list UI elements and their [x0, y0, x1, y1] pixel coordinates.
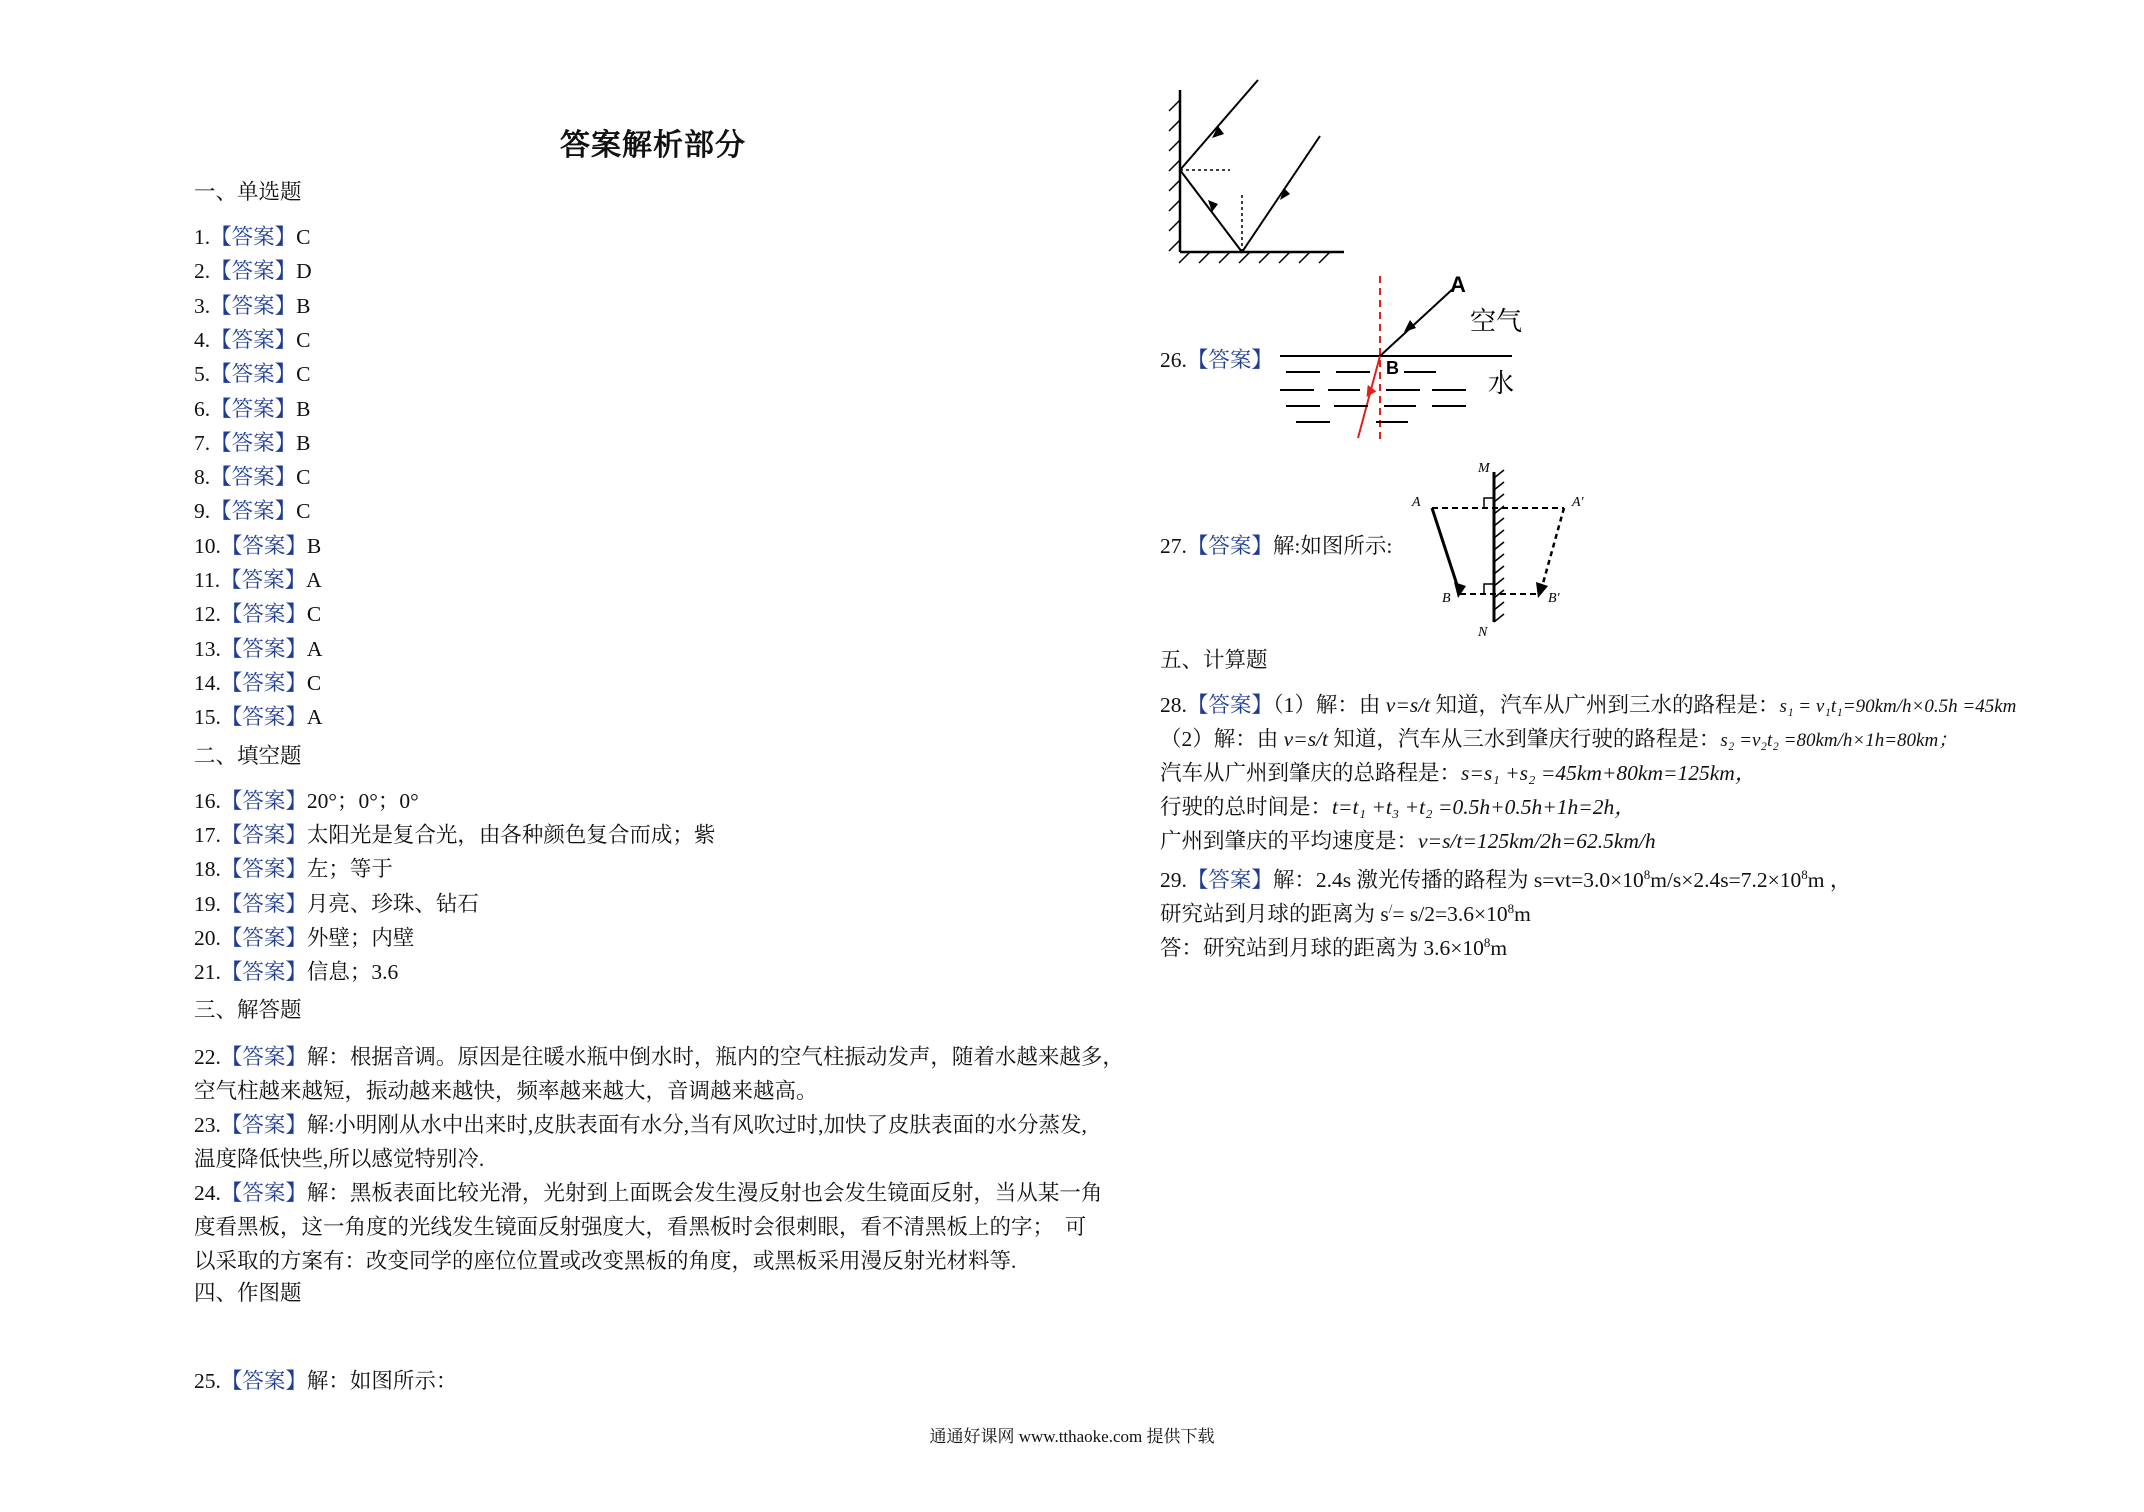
- single-choice-answer: [194, 291, 310, 321]
- answer-number: 5.: [194, 362, 211, 387]
- answer-label: 【答案】: [210, 225, 297, 249]
- answer-text: 度看黑板，这一角度的光线发生镜面反射强度大，看黑板时会很刺眼，看不清黑板上的字； 可: [194, 1215, 1087, 1239]
- answer-text: （2）解：由: [1160, 727, 1284, 751]
- answer-number: 16.: [194, 789, 221, 813]
- single-choice-answer: [194, 702, 322, 732]
- answer-number: 7.: [194, 430, 211, 455]
- answer-text: m: [1514, 902, 1531, 927]
- answer-text: 行驶的总时间是：: [1160, 795, 1333, 819]
- answer-number: 4.: [194, 327, 211, 352]
- answer-25: [194, 1366, 457, 1396]
- answer-number: 23.: [194, 1113, 221, 1137]
- answer-label: 【答案】: [220, 960, 307, 984]
- answer-number: 22.: [194, 1045, 221, 1069]
- answer-26: [1160, 345, 1273, 375]
- answer-number: 1.: [194, 225, 211, 249]
- answer-number: 11.: [194, 568, 221, 592]
- answer-number: 28.: [1160, 693, 1187, 717]
- answer-label: 【答案】: [220, 857, 307, 882]
- exponent: 8: [1643, 867, 1651, 882]
- answer-value: C: [296, 327, 311, 352]
- answer-label: 【答案】: [210, 465, 297, 490]
- fill-blank-answer: [194, 786, 419, 816]
- prime-mark: /: [1388, 901, 1393, 916]
- answer-number: 10.: [194, 533, 221, 558]
- answer-29-line-1: [1160, 860, 1851, 895]
- single-choice-answer: [194, 668, 321, 698]
- answer-value: C: [296, 499, 311, 524]
- answer-label: 【答案】: [1186, 868, 1273, 893]
- answer-number: 26.: [1160, 348, 1187, 372]
- answer-number: 27.: [1160, 534, 1187, 558]
- answer-number: 9.: [194, 499, 211, 524]
- answer-value: B: [306, 533, 322, 558]
- answer-24: [194, 1176, 1124, 1278]
- single-choice-answer: [194, 394, 310, 424]
- answer-label: 【答案】: [220, 670, 307, 695]
- fill-blank-answer: [194, 889, 479, 919]
- label-water: 水: [1488, 369, 1515, 399]
- answer-text: 知道，汽车从广州到三水的路程是：: [1430, 693, 1780, 717]
- formula: s=s₁ +s₂ =45km+80km=125km，: [1461, 761, 1757, 785]
- answer-text: = s/2=3.6×10: [1392, 902, 1508, 927]
- label-air: 空气: [1470, 307, 1523, 337]
- single-choice-answer: [194, 222, 310, 252]
- single-choice-answer: [194, 359, 310, 389]
- page-footer: 通通好课网 www.tthaoke.com 提供下载: [929, 1427, 1215, 1446]
- answer-number: 13.: [194, 636, 221, 661]
- answer-value: D: [296, 259, 312, 284]
- formula: v=s/t=125km/2h=62.5km/h: [1418, 829, 1656, 853]
- formula: v=s/t: [1283, 727, 1329, 751]
- answer-text: 解:小明刚从水中出来时,皮肤表面有水分,当有风吹过时,加快了皮肤表面的水分蒸发,: [306, 1113, 1087, 1137]
- answer-label: 【答案】: [220, 533, 307, 558]
- answer-label: 【答案】: [1186, 348, 1273, 372]
- single-choice-answer: [194, 565, 322, 595]
- single-choice-answer: [194, 428, 310, 458]
- single-choice-answer: [194, 531, 321, 561]
- answer-value: 月亮、珍珠、钻石: [306, 891, 479, 916]
- answer-number: 25.: [194, 1369, 221, 1393]
- answer-label: 【答案】: [220, 705, 307, 730]
- formula: v=s/t: [1385, 693, 1431, 717]
- answer-text: 解：黑板表面比较光滑，光射到上面既会发生漫反射也会发生镜面反射，当从某一角: [306, 1181, 1103, 1205]
- answer-number: 15.: [194, 705, 221, 730]
- label-B: B: [1386, 358, 1399, 378]
- answer-label: 【答案】: [220, 823, 307, 848]
- answer-text: 温度降低快些,所以感觉特别冷.: [194, 1147, 485, 1171]
- answer-label: 【答案】: [220, 789, 307, 813]
- answer-text: 汽车从广州到肇庆的总路程是：: [1160, 761, 1462, 785]
- label-B: B: [1442, 591, 1451, 606]
- answer-value: C: [296, 465, 311, 490]
- answer-number: 17.: [194, 823, 221, 848]
- answer-value: C: [306, 670, 322, 695]
- answer-label: 【答案】: [210, 430, 297, 455]
- answer-number: 6.: [194, 396, 211, 421]
- answer-number: 12.: [194, 602, 221, 627]
- single-choice-answer: [194, 256, 312, 286]
- answer-number: 8.: [194, 465, 211, 490]
- answer-value: A: [306, 705, 323, 730]
- answer-value: 外壁；内壁: [306, 925, 415, 950]
- answer-label: 【答案】: [1186, 693, 1273, 717]
- answer-label: 【答案】: [220, 636, 307, 661]
- single-choice-answer: [194, 634, 322, 664]
- answer-28-line-5: [1160, 826, 1656, 856]
- answer-text: m/s×2.4s=7.2×10: [1650, 868, 1802, 893]
- answer-label: 【答案】: [210, 499, 297, 524]
- answer-text: 解:如图所示:: [1272, 534, 1393, 558]
- answer-label: 【答案】: [210, 293, 297, 318]
- answer-label: 【答案】: [220, 1181, 307, 1205]
- answer-27: [1160, 531, 1392, 561]
- answer-number: 3.: [194, 293, 211, 318]
- exponent: 8: [1507, 901, 1515, 916]
- section-fill-blank: 二、填空题: [194, 744, 302, 768]
- answer-label: 【答案】: [220, 568, 307, 592]
- answer-label: 【答案】: [220, 891, 307, 916]
- answer-value: 太阳光是复合光，由各种颜色复合而成；紫: [306, 823, 716, 848]
- answer-number: 18.: [194, 857, 221, 882]
- answer-label: 【答案】: [210, 327, 297, 352]
- answer-value: 20°；0°；0°: [306, 789, 419, 813]
- answer-value: B: [296, 430, 311, 455]
- exponent: 8: [1801, 867, 1808, 882]
- answer-label: 【答案】: [210, 362, 297, 387]
- answer-text: 解：2.4s 激光传播的路程为 s=vt=3.0×10: [1272, 868, 1644, 893]
- answer-number: 19.: [194, 891, 221, 916]
- answer-number: 14.: [194, 670, 221, 695]
- answer-29-line-2: [1160, 894, 1531, 929]
- fill-blank-answer: [194, 820, 715, 850]
- answer-text: （1）解：由: [1272, 693, 1386, 717]
- answer-value: C: [296, 225, 311, 249]
- answer-label: 【答案】: [220, 1113, 307, 1137]
- refraction-figure-26: [1276, 272, 1526, 444]
- label-A-prime: A': [1572, 495, 1584, 510]
- answer-22: [194, 1040, 1124, 1108]
- formula: s₁ = v₁t₁=90km/h×0.5h =45km: [1779, 696, 2017, 717]
- single-choice-answer: [194, 599, 321, 629]
- answer-number: 21.: [194, 960, 221, 984]
- answer-label: 【答案】: [220, 1369, 307, 1393]
- answer-number: 29.: [1160, 868, 1187, 893]
- single-choice-answer: [194, 462, 310, 492]
- answer-text: m ，: [1807, 868, 1852, 893]
- answer-number: 24.: [194, 1181, 221, 1205]
- answer-number: 2.: [194, 259, 211, 284]
- answer-text: 研究站到月球的距离为 s: [1160, 902, 1389, 927]
- answer-text: 空气柱越来越短，振动越来越快，频率越来越大，音调越来越高。: [194, 1079, 818, 1103]
- answer-text: 广州到肇庆的平均速度是：: [1160, 829, 1419, 853]
- reflection-figure-25: [1160, 74, 1350, 270]
- answer-label: 【答案】: [220, 602, 307, 627]
- answer-value: B: [296, 293, 311, 318]
- answer-29-line-3: [1160, 928, 1507, 963]
- single-choice-answer: [194, 325, 310, 355]
- answer-label: 【答案】: [220, 1045, 307, 1069]
- fill-blank-answer: [194, 957, 398, 987]
- answer-value: B: [296, 396, 311, 421]
- label-A: A: [1450, 272, 1466, 297]
- section-draw: 四、作图题: [194, 1281, 302, 1305]
- formula: t=t₁ +t₃ +t₂ =0.5h+0.5h+1h=2h，: [1332, 795, 1636, 819]
- label-A: A: [1412, 495, 1421, 510]
- answer-text: 知道，汽车从三水到肇庆行驶的路程是：: [1328, 727, 1721, 751]
- answer-text: 解：根据音调。原因是往暖水瓶中倒水时，瓶内的空气柱振动发声，随着水越来越多，: [306, 1045, 1124, 1069]
- fill-blank-answer: [194, 854, 393, 884]
- answer-28-line-2: [1160, 724, 1957, 756]
- label-B-prime: B': [1548, 591, 1560, 606]
- answer-23: [194, 1108, 1124, 1176]
- answer-value: C: [296, 362, 311, 387]
- fill-blank-answer: [194, 923, 414, 953]
- answer-value: A: [306, 568, 322, 592]
- plane-mirror-figure-27: [1398, 454, 1624, 638]
- answer-text: 以采取的方案有：改变同学的座位位置或改变黑板的角度，或黑板采用漫反射光材料等.: [194, 1249, 1017, 1273]
- label-M: M: [1478, 461, 1490, 476]
- answer-text: 解：如图所示：: [306, 1369, 458, 1393]
- answer-28-line-4: [1160, 792, 1636, 822]
- page-title: 答案解析部分: [560, 129, 746, 162]
- answer-value: C: [306, 602, 322, 627]
- answer-label: 【答案】: [210, 396, 297, 421]
- answer-label: 【答案】: [210, 259, 297, 284]
- answer-value: 信息；3.6: [306, 960, 399, 984]
- section-calc: 五、计算题: [1160, 648, 1268, 672]
- formula: s₂ =v₂t₂ =80km/h×1h=80km；: [1720, 730, 1958, 751]
- answer-28-line-1: [1160, 690, 2016, 722]
- answer-text: 答：研究站到月球的距离为 3.6×10: [1160, 936, 1484, 961]
- answer-label: 【答案】: [220, 925, 307, 950]
- answer-text: m: [1490, 936, 1508, 961]
- answer-number: 20.: [194, 925, 221, 950]
- single-choice-answer: [194, 496, 310, 526]
- answer-value: A: [306, 636, 323, 661]
- exponent: 8: [1483, 935, 1491, 950]
- answer-label: 【答案】: [1186, 534, 1273, 558]
- label-N: N: [1478, 625, 1488, 638]
- answer-value: 左；等于: [306, 857, 393, 882]
- section-solve: 三、解答题: [194, 998, 302, 1022]
- answer-28-line-3: [1160, 758, 1756, 788]
- section-single-choice: 一、单选题: [194, 180, 302, 204]
